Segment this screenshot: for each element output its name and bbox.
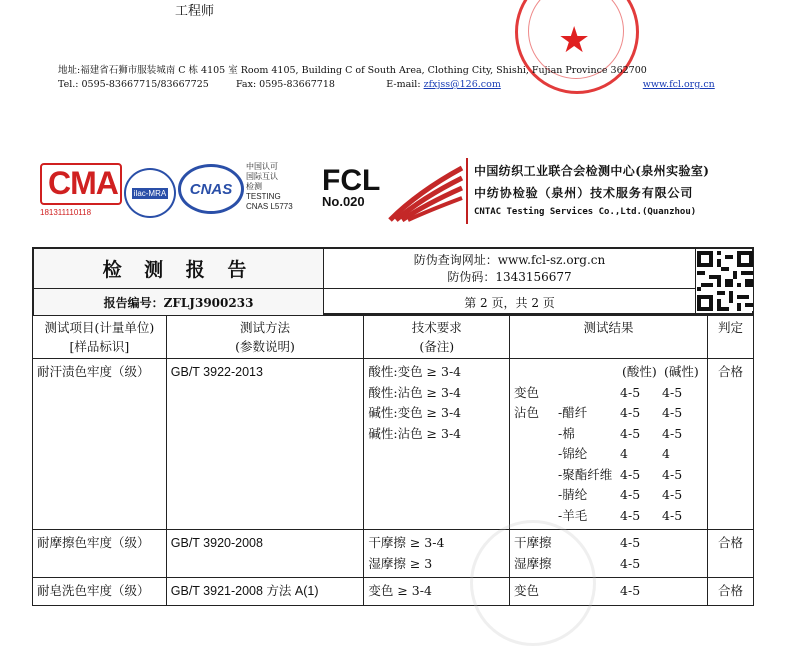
test-item: 耐摩擦色牢度（级） [33, 530, 167, 578]
cnas-logo: CNAS [178, 164, 238, 212]
email-link[interactable]: zfxjss@126.com [423, 79, 501, 90]
anti-fake-info [324, 249, 696, 289]
report-title: 检 测 报 告 [34, 249, 324, 289]
website-link[interactable]: www.fcl.org.cn [642, 79, 715, 90]
acid-header: (酸性) [622, 364, 657, 379]
engineer-label: 工程师 [175, 4, 215, 19]
org-divider [466, 158, 468, 224]
report-number: 报告编号：ZFLJ3900233 [34, 289, 324, 315]
fax: Fax: 0595-83667718 [235, 79, 335, 90]
test-item: 耐汗渍色牢度（级） [33, 359, 167, 530]
contact-line [58, 79, 715, 90]
cnas-text: 中国认可 国际互认 检测 TESTING CNAS L5773 [246, 162, 293, 211]
query-site: 防伪查询网址：www.fcl-sz.org.cn [413, 253, 606, 267]
swoosh-logo-icon [388, 162, 464, 222]
report-header [32, 247, 754, 315]
page-indicator: 第 2 页，共 2 页 [324, 289, 696, 315]
org-name-cn: 中国纺织工业联合会检测中心(泉州实验室) [474, 164, 710, 178]
col-header-result: 测试结果 [510, 316, 708, 359]
table-row [33, 578, 754, 606]
requirements: 干摩擦 ≥ 3-4 湿摩擦 ≥ 3 [364, 530, 510, 578]
test-results: 变色 4-5 [510, 578, 708, 606]
requirements: 酸性:变色 ≥ 3-4 酸性:沾色 ≥ 3-4 碱性:变色 ≥ 3-4 碱性:沾色 ≥ 3-4 [364, 359, 510, 530]
org-name-en: CNTAC Testing Services Co.,Ltd.(Quanzhou) [474, 207, 697, 217]
col-header-judgement: 判定 [708, 316, 754, 359]
requirements: 变色 ≥ 3-4 [364, 578, 510, 606]
org-company-cn: 中纺协检验（泉州）技术服务有限公司 [474, 186, 694, 200]
alkali-header: (碱性) [664, 364, 699, 379]
results-table [32, 315, 754, 606]
table-header-row [33, 316, 754, 359]
judgement: 合格 [708, 578, 754, 606]
ilac-mra-logo: ilac-MRA [124, 168, 176, 218]
email-label: E-mail: [386, 79, 424, 90]
watermark-stamp [470, 520, 596, 646]
address-line: 地址:福建省石狮市服装城南 C 栋 4105 室 Room 4105, Building C of South Area, Clothing City, Shishi, Fujian Province 362700 [58, 65, 647, 76]
col-header-method: 测试方法 (参数说明) [166, 316, 364, 359]
table-row [33, 359, 754, 530]
tel: Tel.: 0595-83667715/83667725 [58, 79, 209, 90]
test-method: GB/T 3922-2013 [166, 359, 364, 530]
test-method: GB/T 3921-2008 方法 A(1) [166, 578, 364, 606]
cma-logo: CMA 181311110118 [40, 163, 120, 215]
anti-code: 防伪码：1343156677 [447, 270, 572, 284]
qr-code-icon [697, 249, 753, 313]
col-header-item: 测试项目(计量单位) [样品标识] [33, 316, 167, 359]
test-item: 耐皂洗色牢度（级） [33, 578, 167, 606]
judgement: 合格 [708, 359, 754, 530]
table-row [33, 530, 754, 578]
test-results: (酸性) (碱性) 变色 4-5 4-5 沾色 -醋纤 4-5 4-5 -棉 4-5 4-5 -锦纶 4 4 -聚酯纤维 4-5 4-5 -腈纶 4-5 4-5 -羊毛 4-5 4-5 [510, 359, 708, 530]
seal-star-icon: ★ [558, 20, 591, 61]
test-results: 干摩擦 4-5 湿摩擦 4-5 [510, 530, 708, 578]
fcl-logo: FCL No.020 [322, 164, 381, 209]
cma-number: 181311110118 [40, 208, 92, 217]
test-method: GB/T 3920-2008 [166, 530, 364, 578]
col-header-requirement: 技术要求 (备注) [364, 316, 510, 359]
judgement: 合格 [708, 530, 754, 578]
